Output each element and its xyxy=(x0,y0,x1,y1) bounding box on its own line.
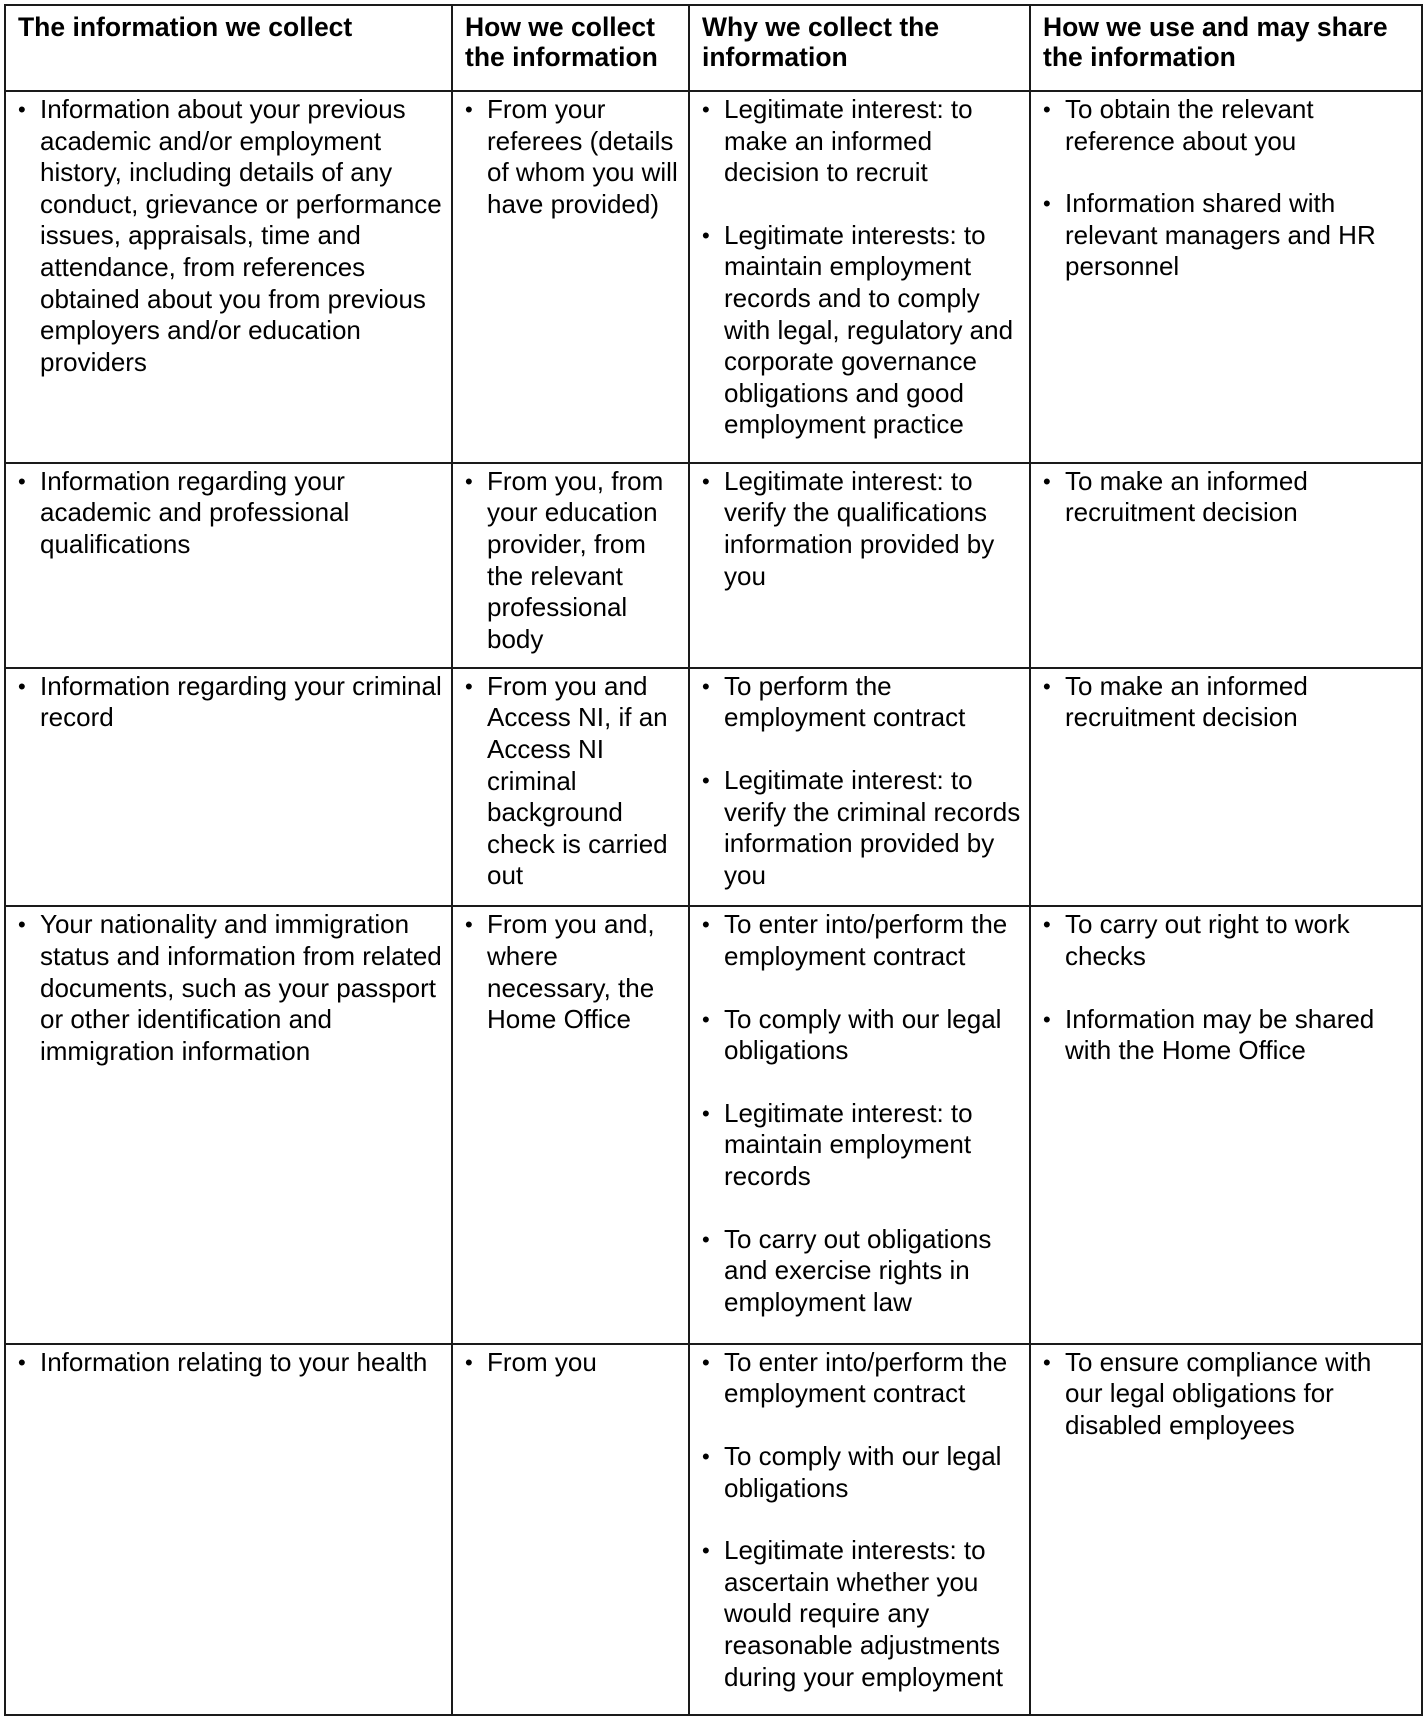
header-how-collected: How we collect the information xyxy=(452,5,689,91)
bullet-icon: • xyxy=(18,97,26,122)
list-item-text: From you xyxy=(487,1346,597,1377)
list-item-text: Your nationality and immigration status and information from related documents, such as your passport or other identification and immigration information xyxy=(40,909,442,1066)
bullet-list xyxy=(14,466,443,561)
list-item-text: Information about your previous academic and/or employment history, including details of any conduct, grievance or performance issues, appraisals, time and attendance, from references obtained about you from previous employers and/or education providers xyxy=(40,94,442,377)
bullet-icon: • xyxy=(465,468,473,494)
list-item xyxy=(1039,188,1413,283)
list-item xyxy=(698,909,1021,972)
bullet-icon: • xyxy=(465,1349,473,1375)
list-item xyxy=(1039,909,1413,972)
list-item xyxy=(698,1004,1021,1067)
list-item-text: To obtain the relevant reference about you xyxy=(1065,94,1314,156)
list-item xyxy=(14,466,443,561)
bullet-icon: • xyxy=(465,912,473,938)
list-item xyxy=(461,909,680,1035)
cell-how-used-shared xyxy=(1030,906,1422,1343)
bullet-icon: • xyxy=(1043,191,1051,217)
header-why-collected: Why we collect the information xyxy=(689,5,1030,91)
cell-how-collected xyxy=(452,668,689,907)
cell-how-collected xyxy=(452,463,689,668)
table-row xyxy=(5,1344,1422,1715)
bullet-icon: • xyxy=(702,912,710,938)
bullet-icon: • xyxy=(702,1444,710,1469)
bullet-icon: • xyxy=(702,768,710,794)
list-item-text: Information shared with relevant managers and HR personnel xyxy=(1065,188,1376,282)
cell-information-collected xyxy=(5,668,452,907)
list-item xyxy=(461,94,680,220)
bullet-list xyxy=(1039,94,1413,283)
bullet-icon: • xyxy=(702,97,710,122)
list-item xyxy=(14,1347,443,1379)
list-item xyxy=(461,1347,680,1379)
bullet-icon: • xyxy=(1043,1006,1051,1032)
list-item-text: To enter into/perform the employment contract xyxy=(724,1346,1008,1409)
bullet-list xyxy=(698,1347,1021,1693)
bullet-icon: • xyxy=(1043,468,1051,494)
list-item-text: Information regarding your academic and professional qualifications xyxy=(40,465,350,559)
cell-why-collected xyxy=(689,1344,1030,1715)
bullet-list xyxy=(698,466,1021,592)
list-item-text: To make an informed recruitment decision xyxy=(1065,670,1308,733)
bullet-list xyxy=(1039,1347,1413,1442)
bullet-list xyxy=(1039,909,1413,1066)
list-item xyxy=(1039,1347,1413,1442)
list-item-text: Information may be shared with the Home Office xyxy=(1065,1003,1375,1066)
bullet-list xyxy=(14,671,443,734)
list-item-text: Information regarding your criminal record xyxy=(40,670,442,733)
list-item xyxy=(14,94,443,378)
cell-why-collected xyxy=(689,91,1030,463)
bullet-list xyxy=(14,909,443,1067)
cell-why-collected xyxy=(689,668,1030,907)
bullet-list xyxy=(461,94,680,220)
table-row xyxy=(5,91,1422,463)
bullet-list xyxy=(698,94,1021,441)
bullet-icon: • xyxy=(702,222,710,248)
list-item-text: To carry out right to work checks xyxy=(1065,909,1350,971)
bullet-icon: • xyxy=(465,97,473,122)
cell-how-used-shared xyxy=(1030,1344,1422,1715)
bullet-icon: • xyxy=(702,1226,710,1252)
list-item xyxy=(1039,1004,1413,1067)
bullet-list xyxy=(698,671,1021,892)
list-item xyxy=(698,1347,1021,1410)
list-item xyxy=(698,1441,1021,1504)
list-item-text: Legitimate interests: to ascertain whether you would require any reasonable adjustments during your employment xyxy=(724,1535,1003,1692)
list-item xyxy=(698,466,1021,592)
cell-information-collected xyxy=(5,463,452,668)
cell-information-collected xyxy=(5,1344,452,1715)
header-information-collected: The information we collect xyxy=(5,5,452,91)
cell-how-collected xyxy=(452,906,689,1343)
cell-why-collected xyxy=(689,906,1030,1343)
list-item-text: Legitimate interest: to verify the criminal records information provided by you xyxy=(724,765,1021,890)
bullet-list xyxy=(461,671,680,892)
cell-how-used-shared xyxy=(1030,91,1422,463)
list-item xyxy=(698,765,1021,891)
list-item-text: From you and, where necessary, the Home Office xyxy=(487,909,655,1035)
list-item-text: To comply with our legal obligations xyxy=(724,1003,1002,1066)
cell-how-used-shared xyxy=(1030,463,1422,668)
bullet-icon: • xyxy=(465,673,473,699)
list-item-text: To enter into/perform the employment contract xyxy=(724,909,1008,971)
bullet-list xyxy=(1039,466,1413,529)
bullet-list xyxy=(461,1347,680,1379)
table-row xyxy=(5,906,1422,1343)
list-item xyxy=(14,909,443,1067)
list-item xyxy=(461,671,680,892)
list-item xyxy=(698,1098,1021,1193)
list-item-text: From you and Access NI, if an Access NI criminal background check is carried out xyxy=(487,670,668,891)
bullet-list xyxy=(14,1347,443,1379)
list-item-text: To perform the employment contract xyxy=(724,670,966,733)
bullet-list xyxy=(461,909,680,1035)
list-item xyxy=(461,466,680,656)
cell-how-collected xyxy=(452,91,689,463)
bullet-list xyxy=(461,466,680,656)
cell-information-collected xyxy=(5,91,452,463)
list-item xyxy=(698,94,1021,189)
list-item-text: Legitimate interest: to make an informed decision to recruit xyxy=(724,94,973,188)
bullet-icon: • xyxy=(18,912,26,938)
header-how-used-shared: How we use and may share the information xyxy=(1030,5,1422,91)
table-row xyxy=(5,463,1422,668)
bullet-list xyxy=(698,909,1021,1318)
list-item xyxy=(14,671,443,734)
cell-why-collected xyxy=(689,463,1030,668)
bullet-icon: • xyxy=(1043,912,1051,938)
list-item-text: Legitimate interest: to maintain employment records xyxy=(724,1097,973,1191)
list-item-text: To make an informed recruitment decision xyxy=(1065,465,1308,528)
list-item xyxy=(698,1224,1021,1319)
bullet-icon: • xyxy=(18,468,26,494)
bullet-icon: • xyxy=(702,1538,710,1564)
list-item xyxy=(698,220,1021,441)
list-item xyxy=(698,1535,1021,1693)
list-item xyxy=(1039,466,1413,529)
bullet-icon: • xyxy=(18,1349,26,1375)
bullet-list xyxy=(1039,671,1413,734)
list-item xyxy=(1039,671,1413,734)
bullet-list xyxy=(14,94,443,378)
bullet-icon: • xyxy=(702,468,710,494)
bullet-icon: • xyxy=(702,1006,710,1032)
list-item-text: To comply with our legal obligations xyxy=(724,1441,1002,1503)
cell-how-used-shared xyxy=(1030,668,1422,907)
list-item-text: To carry out obligations and exercise rights in employment law xyxy=(724,1223,992,1317)
list-item xyxy=(698,671,1021,734)
bullet-icon: • xyxy=(1043,1349,1051,1375)
list-item-text: To ensure compliance with our legal obligations for disabled employees xyxy=(1065,1346,1372,1440)
data-collection-table xyxy=(4,4,1423,1716)
bullet-icon: • xyxy=(702,1100,710,1126)
list-item-text: Information relating to your health xyxy=(40,1346,428,1377)
cell-information-collected xyxy=(5,906,452,1343)
list-item xyxy=(1039,94,1413,157)
list-item-text: Legitimate interest: to verify the qualifications information provided by you xyxy=(724,465,995,591)
list-item-text: From your referees (details of whom you will have provided) xyxy=(487,94,678,219)
list-item-text: From you, from your education provider, from the relevant professional body xyxy=(487,465,664,654)
table-row xyxy=(5,668,1422,907)
bullet-icon: • xyxy=(702,673,710,699)
bullet-icon: • xyxy=(1043,673,1051,699)
header-row xyxy=(5,5,1422,91)
bullet-icon: • xyxy=(1043,97,1051,122)
cell-how-collected xyxy=(452,1344,689,1715)
list-item-text: Legitimate interests: to maintain employment records and to comply with legal, regulatory and corporate governance obligations and good employment practice xyxy=(724,219,1014,440)
bullet-icon: • xyxy=(18,673,26,699)
bullet-icon: • xyxy=(702,1349,710,1375)
